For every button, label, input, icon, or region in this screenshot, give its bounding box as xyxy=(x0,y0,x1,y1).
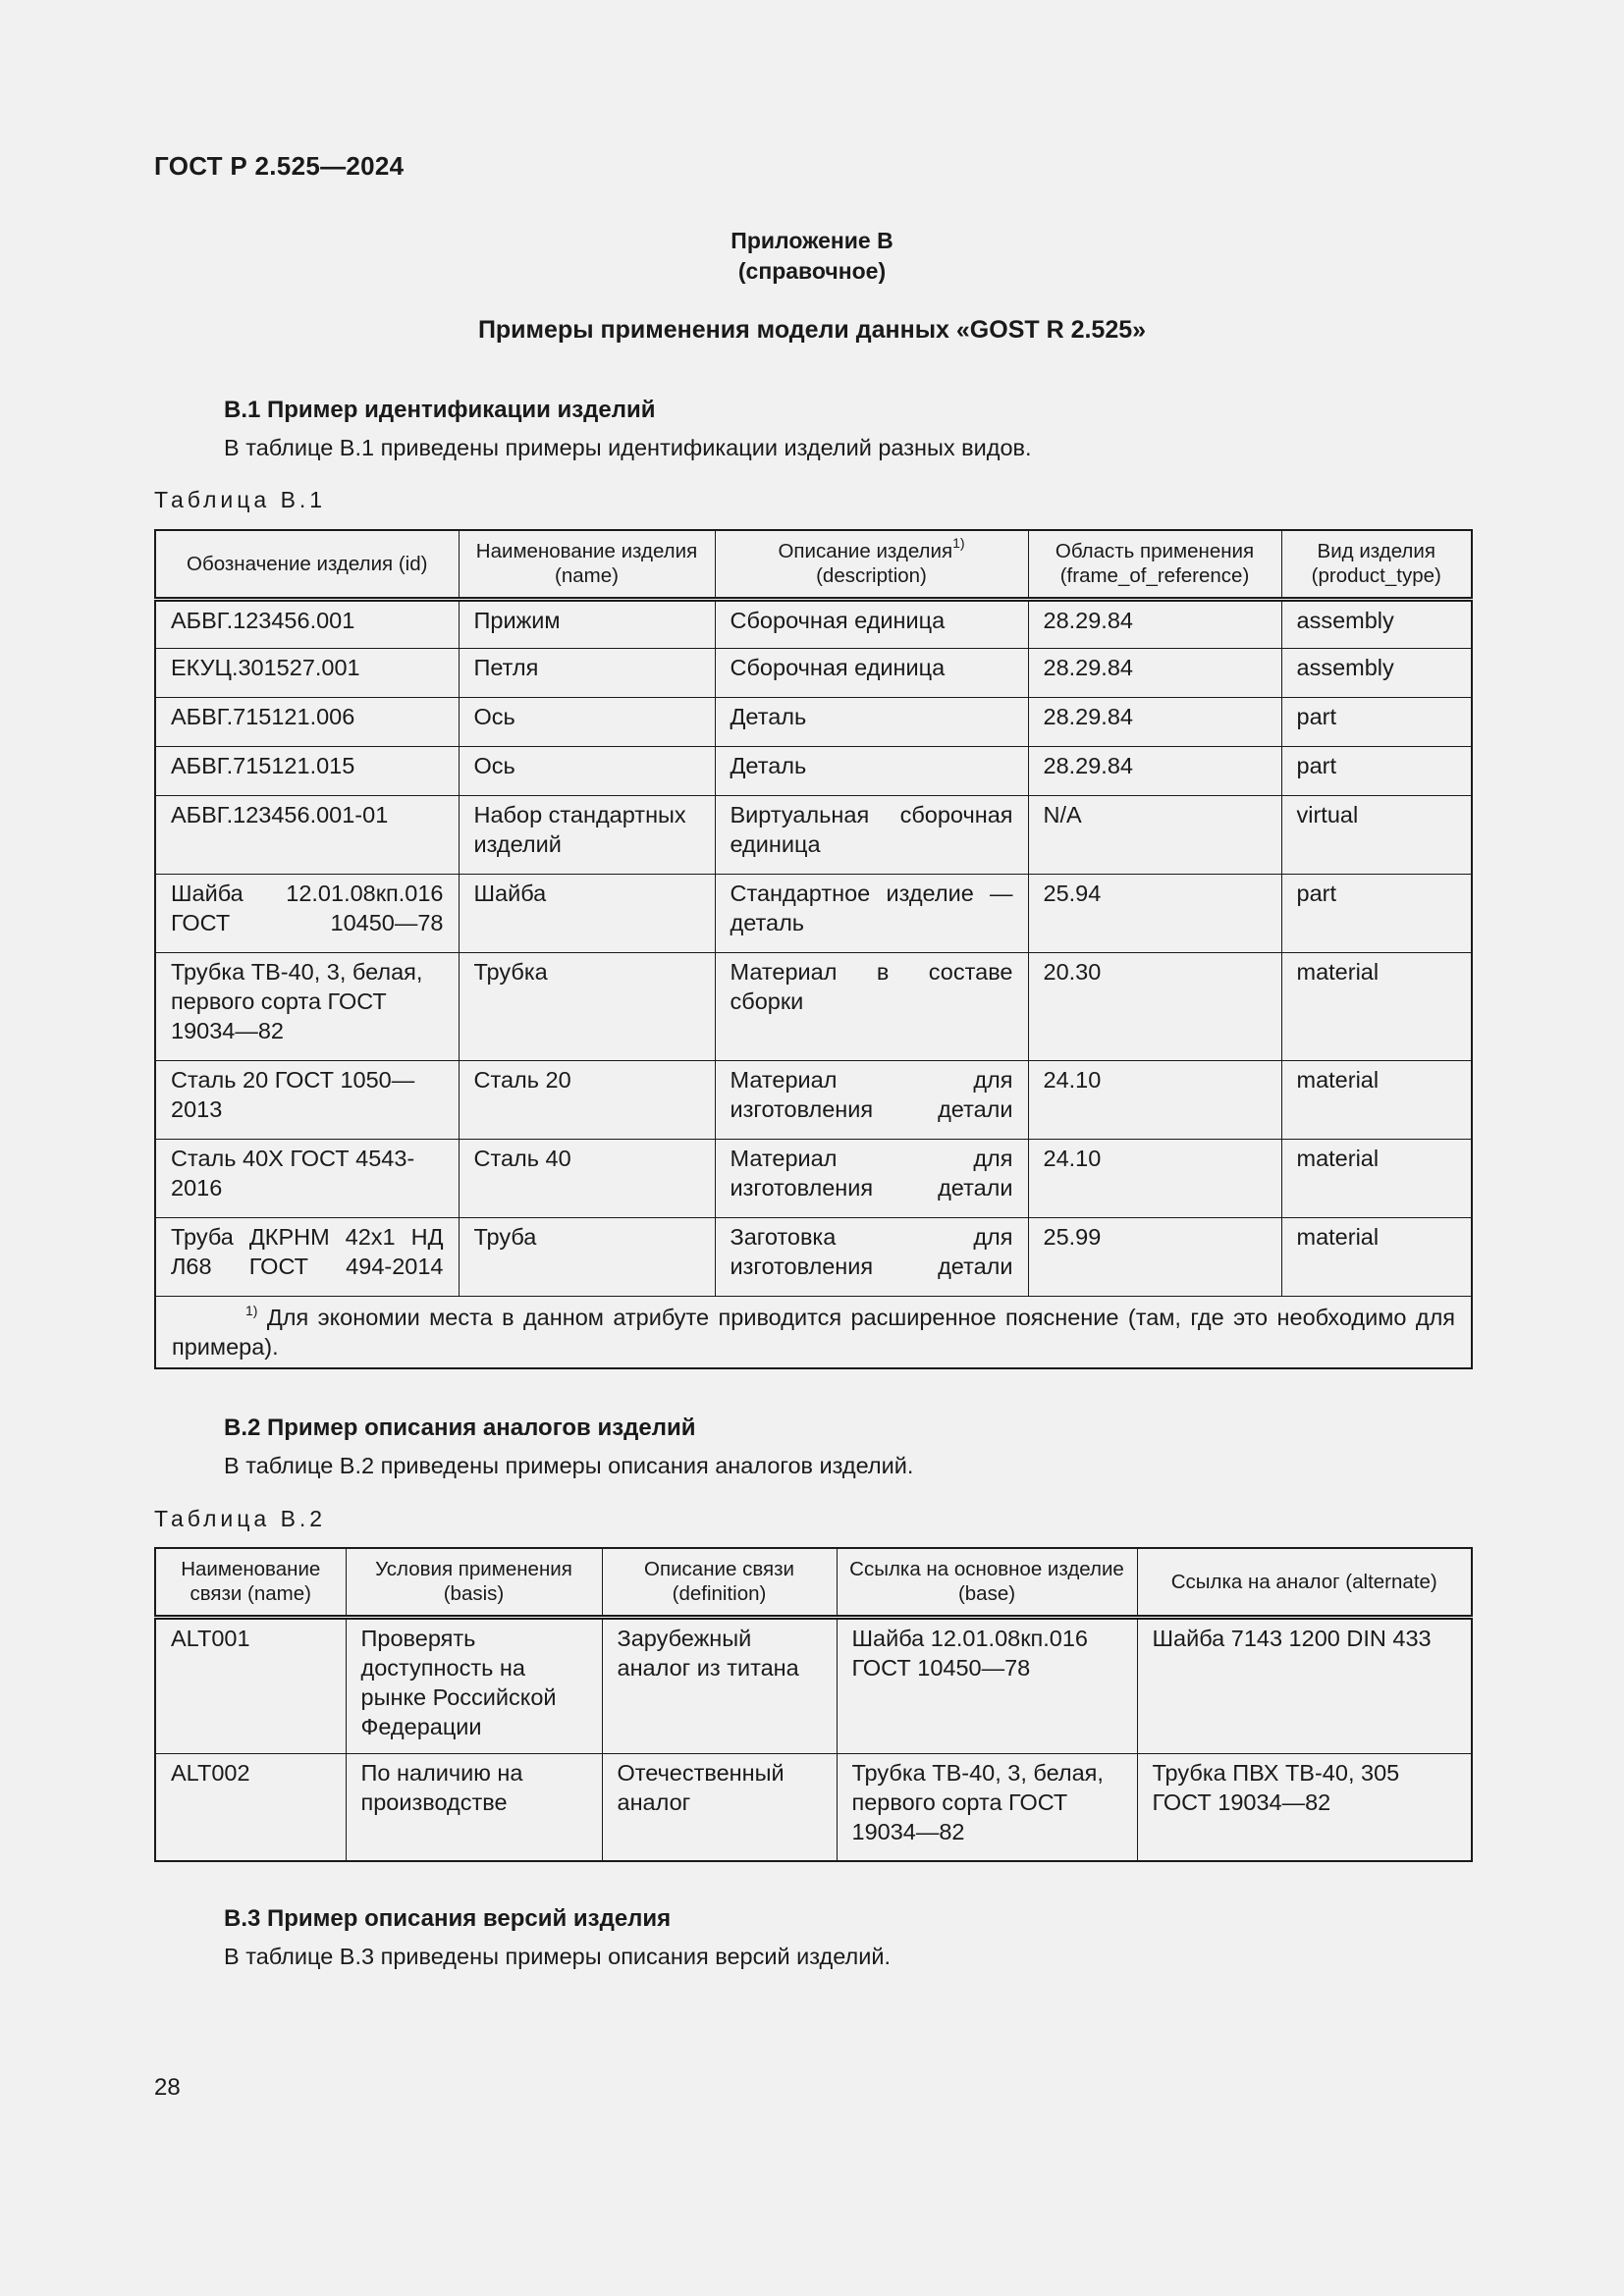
cell-type: part xyxy=(1281,874,1472,952)
cell-description: Заготовка для изготовления детали xyxy=(715,1217,1028,1296)
section-b3-text: В таблице В.3 приведены примеры описания версий изделий. xyxy=(224,1944,891,1969)
section-b2-text: В таблице В.2 приведены примеры описания аналогов изделий. xyxy=(224,1453,914,1478)
table-row xyxy=(155,1617,1472,1753)
cell-id: АБВГ.123456.001 xyxy=(155,599,459,648)
footnote-text: Для экономии места в данном атрибуте приводится расширенное пояснение (там, где это необходимо для примера). xyxy=(172,1304,1456,1360)
table-b2-header-basis: Условия применения (basis) xyxy=(346,1548,602,1617)
cell-type: material xyxy=(1281,1217,1472,1296)
cell-id: Шайба 12.01.08кп.016 ГОСТ 10450—78 xyxy=(155,874,459,952)
document-code-header: ГОСТ Р 2.525—2024 xyxy=(154,151,405,181)
table-row xyxy=(155,697,1472,746)
cell-frame: 25.94 xyxy=(1028,874,1281,952)
cell-id: Трубка ТВ-40, 3, белая, первого сорта ГОСТ 19034—82 xyxy=(155,952,459,1060)
cell-type: part xyxy=(1281,746,1472,795)
cell-alternate: Трубка ПВХ ТВ-40, 305 ГОСТ 19034—82 xyxy=(1137,1753,1472,1861)
cell-description: Стандартное изделие — деталь xyxy=(715,874,1028,952)
cell-type: assembly xyxy=(1281,599,1472,648)
cell-id: ЕКУЦ.301527.001 xyxy=(155,648,459,697)
cell-frame: 28.29.84 xyxy=(1028,697,1281,746)
cell-frame: 28.29.84 xyxy=(1028,599,1281,648)
table-row xyxy=(155,1139,1472,1217)
appendix-title: Приложение В xyxy=(731,228,893,253)
table-b1-header-id: Обозначение изделия (id) xyxy=(155,530,459,599)
cell-name: Шайба xyxy=(459,874,715,952)
table-b1-header-name: Наименование изделия (name) xyxy=(459,530,715,599)
cell-basis: По наличию на производстве xyxy=(346,1753,602,1861)
table-b1-header-description-label: Описание изделия xyxy=(778,540,953,563)
cell-name: Ось xyxy=(459,697,715,746)
table-b1-footnote-row xyxy=(155,1296,1472,1368)
table-b1-header-type: Вид изделия (product_type) xyxy=(1281,530,1472,599)
cell-description: Виртуальная сборочная единица xyxy=(715,795,1028,874)
cell-base: Трубка ТВ-40, 3, белая, первого сорта ГОСТ 19034—82 xyxy=(837,1753,1137,1861)
table-row xyxy=(155,874,1472,952)
table-row xyxy=(155,1217,1472,1296)
table-b1-header-frame: Область применения (frame_of_reference) xyxy=(1028,530,1281,599)
cell-id: АБВГ.715121.015 xyxy=(155,746,459,795)
cell-type: material xyxy=(1281,952,1472,1060)
table-b1-footnote xyxy=(155,1296,1472,1368)
table-b1-caption: Таблица В.1 xyxy=(154,487,327,512)
cell-description: Сборочная единица xyxy=(715,648,1028,697)
cell-id: Сталь 20 ГОСТ 1050—2013 xyxy=(155,1060,459,1139)
table-row xyxy=(155,795,1472,874)
cell-definition: Зарубежный аналог из титана xyxy=(602,1617,837,1753)
footnote-mark: 1) xyxy=(245,1302,258,1318)
table-b2-caption: Таблица В.2 xyxy=(154,1506,327,1531)
table-row xyxy=(155,599,1472,648)
cell-frame: 25.99 xyxy=(1028,1217,1281,1296)
cell-name: Сталь 20 xyxy=(459,1060,715,1139)
table-b2-header-base: Ссылка на основное изделие (base) xyxy=(837,1548,1137,1617)
table-row xyxy=(155,648,1472,697)
table-b2-header-row xyxy=(155,1548,1472,1617)
cell-type: material xyxy=(1281,1139,1472,1217)
cell-frame: 28.29.84 xyxy=(1028,746,1281,795)
table-b2-header-name: Наименование связи (name) xyxy=(155,1548,346,1617)
cell-description: Материал для изготовления детали xyxy=(715,1139,1028,1217)
cell-name: Сталь 40 xyxy=(459,1139,715,1217)
cell-basis: Проверять доступность на рынке Российской Федерации xyxy=(346,1617,602,1753)
section-b3-title: В.3 Пример описания версий изделия xyxy=(224,1905,672,1932)
cell-id: АБВГ.123456.001-01 xyxy=(155,795,459,874)
table-b1-header-row xyxy=(155,530,1472,599)
cell-base: Шайба 12.01.08кп.016 ГОСТ 10450—78 xyxy=(837,1617,1137,1753)
appendix-heading: Примеры применения модели данных «GOST R 2.525» xyxy=(477,316,1147,344)
cell-description: Материал в составе сборки xyxy=(715,952,1028,1060)
table-row xyxy=(155,952,1472,1060)
footnote-text-block xyxy=(172,1303,1455,1362)
cell-alternate: Шайба 7143 1200 DIN 433 xyxy=(1137,1617,1472,1753)
cell-id: АБВГ.715121.006 xyxy=(155,697,459,746)
table-row xyxy=(155,746,1472,795)
cell-type: material xyxy=(1281,1060,1472,1139)
cell-name: ALT002 xyxy=(155,1753,346,1861)
cell-id: Сталь 40Х ГОСТ 4543-2016 xyxy=(155,1139,459,1217)
cell-name: Ось xyxy=(459,746,715,795)
cell-description: Деталь xyxy=(715,746,1028,795)
cell-name: Трубка xyxy=(459,952,715,1060)
cell-frame: 28.29.84 xyxy=(1028,648,1281,697)
cell-description: Сборочная единица xyxy=(715,599,1028,648)
page-number: 28 xyxy=(154,2074,181,2101)
section-b1-title: В.1 Пример идентификации изделий xyxy=(224,397,656,423)
cell-name: Прижим xyxy=(459,599,715,648)
cell-definition: Отечественный аналог xyxy=(602,1753,837,1861)
cell-frame: N/A xyxy=(1028,795,1281,874)
footnote-mark: 1) xyxy=(952,535,965,552)
section-b1-text: В таблице В.1 приведены примеры идентификации изделий разных видов. xyxy=(224,435,1032,460)
cell-description: Материал для изготовления детали xyxy=(715,1060,1028,1139)
table-b1-header-description xyxy=(715,530,1028,599)
cell-name: ALT001 xyxy=(155,1617,346,1753)
cell-name: Петля xyxy=(459,648,715,697)
cell-frame: 24.10 xyxy=(1028,1060,1281,1139)
table-b1-header-description-attr: (description) xyxy=(816,564,927,588)
cell-type: virtual xyxy=(1281,795,1472,874)
cell-id: Труба ДКРНМ 42х1 НД Л68 ГОСТ 494-2014 xyxy=(155,1217,459,1296)
table-b2 xyxy=(154,1547,1473,1862)
section-b2-title: В.2 Пример описания аналогов изделий xyxy=(224,1415,696,1441)
cell-frame: 24.10 xyxy=(1028,1139,1281,1217)
cell-name: Труба xyxy=(459,1217,715,1296)
cell-type: assembly xyxy=(1281,648,1472,697)
cell-type: part xyxy=(1281,697,1472,746)
cell-description: Деталь xyxy=(715,697,1028,746)
table-b2-header-alternate: Ссылка на аналог (alternate) xyxy=(1137,1548,1472,1617)
table-b2-header-definition: Описание связи (definition) xyxy=(602,1548,837,1617)
table-row xyxy=(155,1753,1472,1861)
cell-name: Набор стандартных изделий xyxy=(459,795,715,874)
cell-frame: 20.30 xyxy=(1028,952,1281,1060)
appendix-subtitle: (справочное) xyxy=(737,258,887,284)
table-row xyxy=(155,1060,1472,1139)
table-b1 xyxy=(154,529,1473,1369)
